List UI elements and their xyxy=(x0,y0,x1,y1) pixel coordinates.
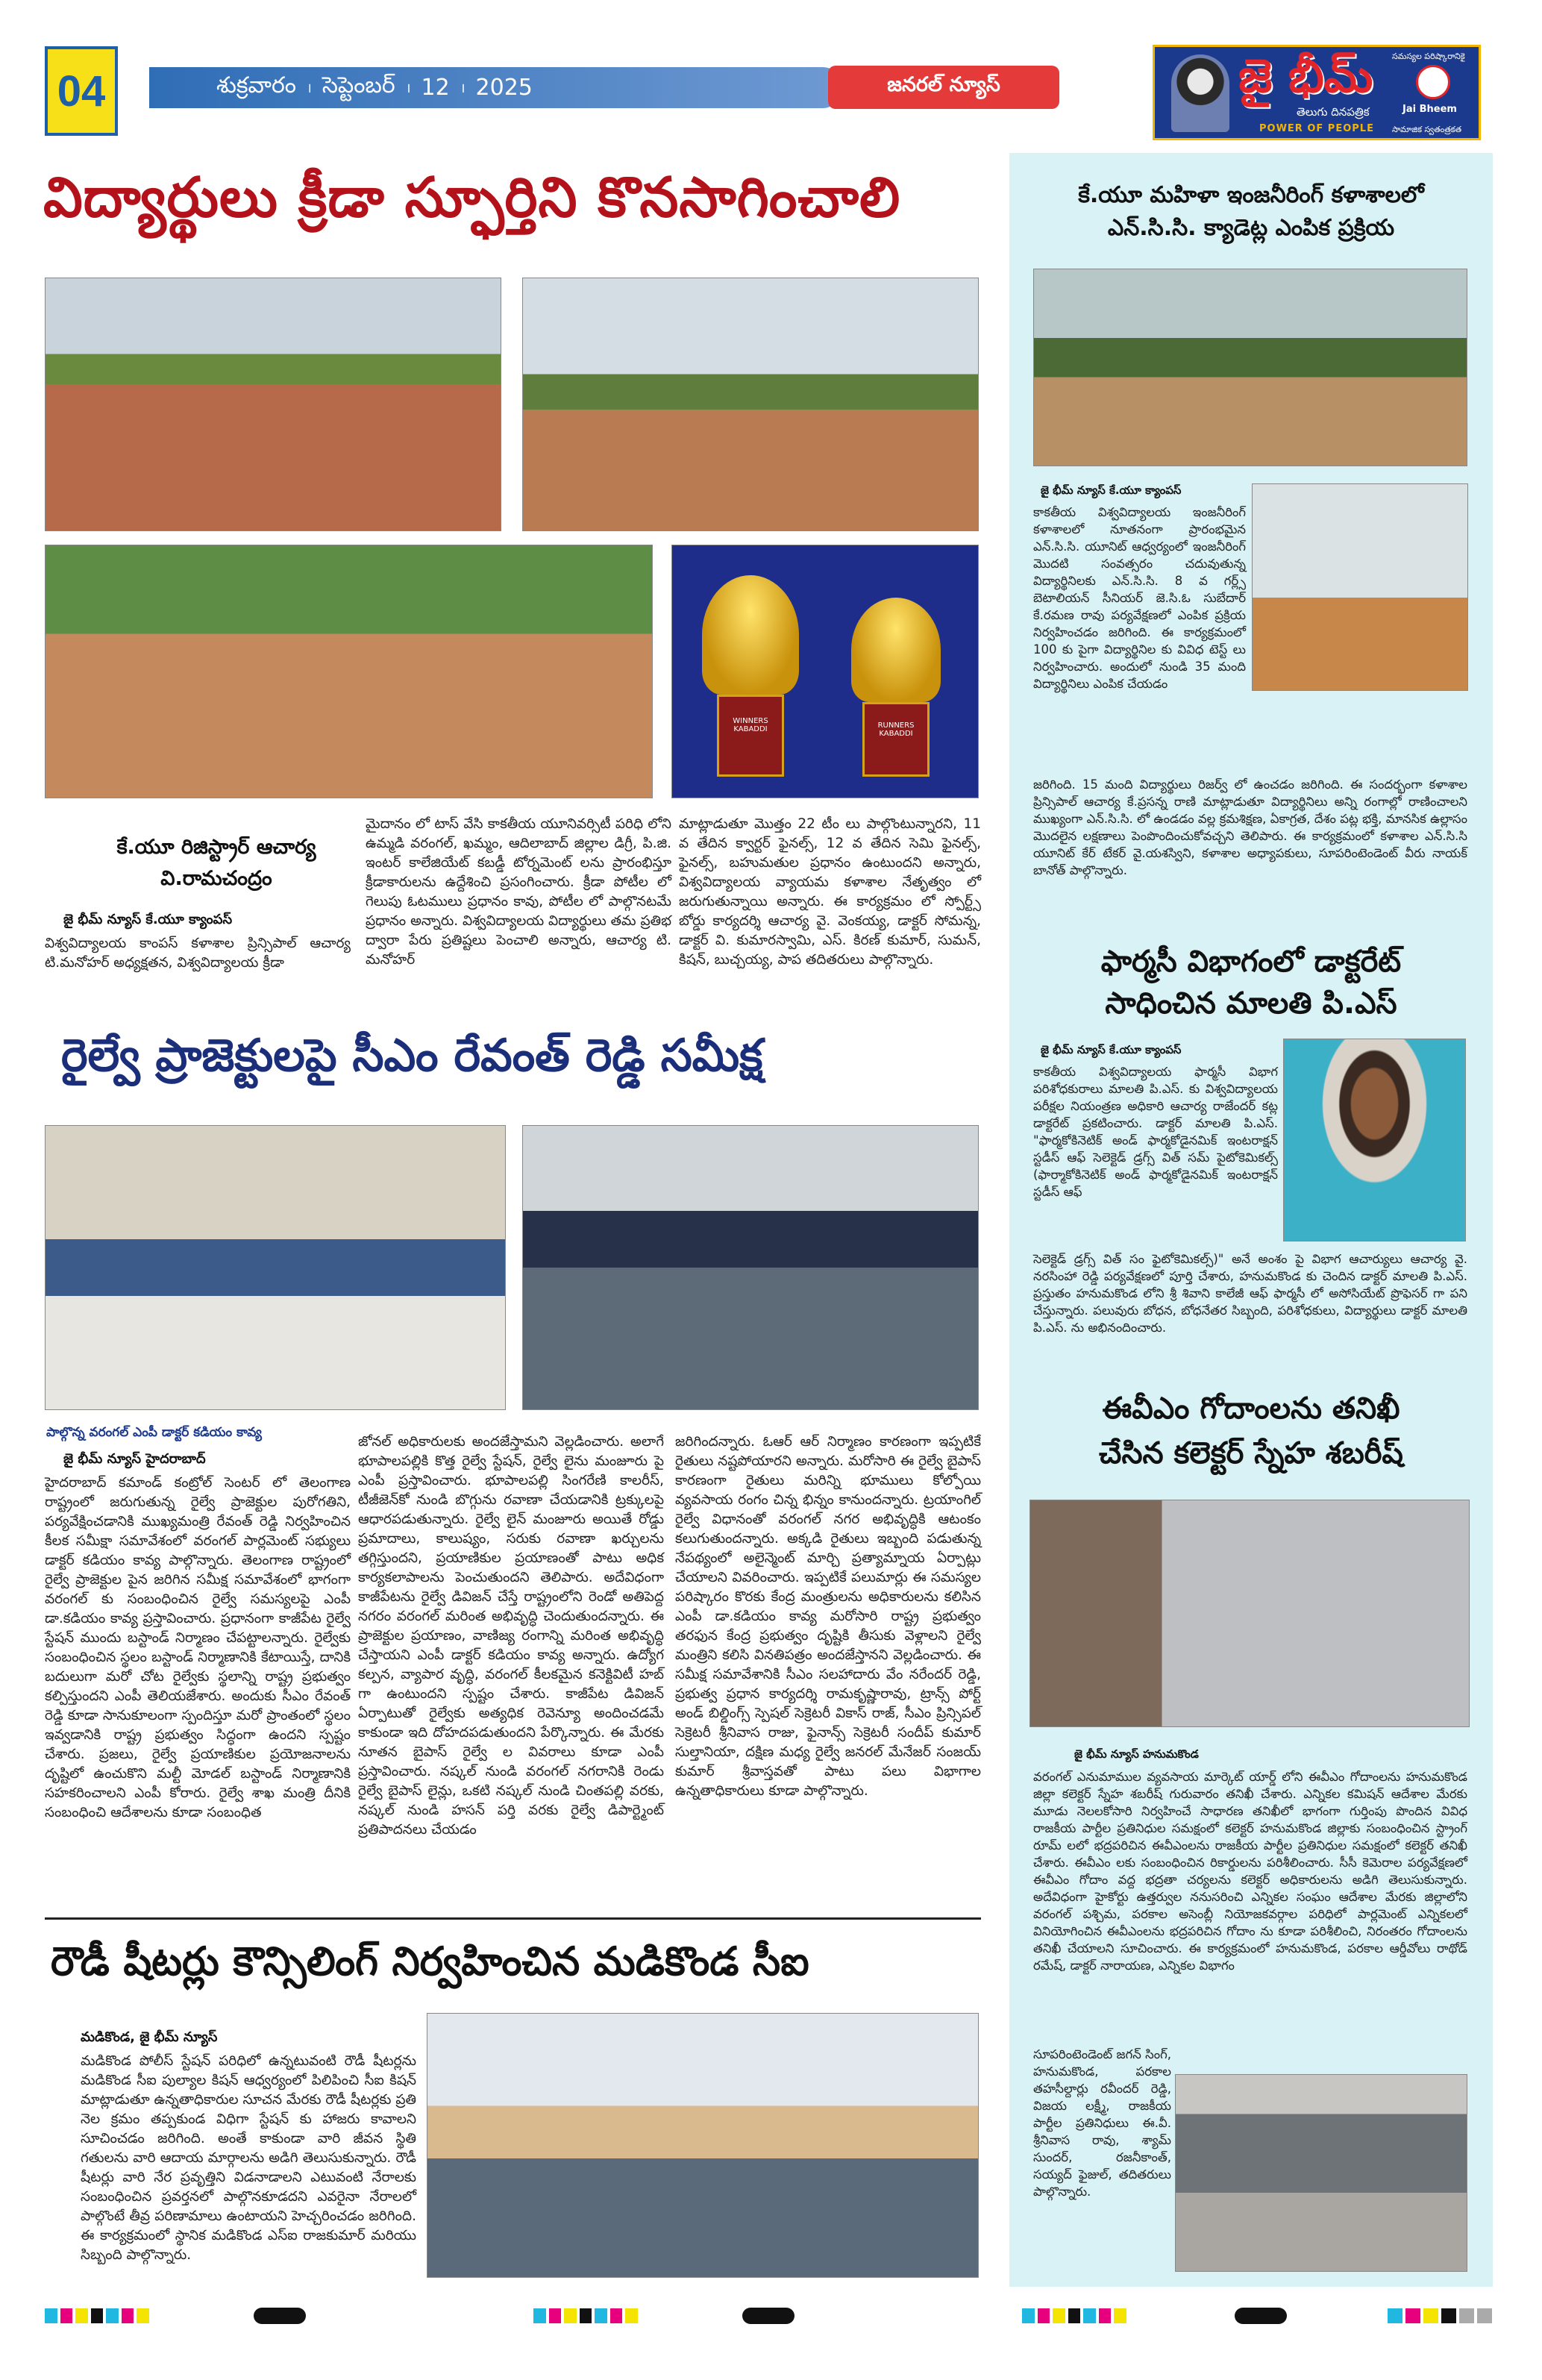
masthead-tagline: POWER OF PEOPLE xyxy=(1259,123,1374,134)
masthead-bottom-right: సామాజిక స్వతంత్రకత xyxy=(1392,125,1462,134)
page-number: 04 xyxy=(45,46,118,136)
trophy-base xyxy=(717,695,784,777)
side2-body-narrow: కాకతీయ విశ్వవిద్యాలయ ఫార్మసీ విభాగ పరిశోధకురాలు మాలతి పి.ఎస్. కు విశ్వవిద్యాలయ పరీక్షల నియంత్రణ అధికారి ఆచార్య రాజేందర్ కట్ల డాక్టరేట్ ప్రకటించారు. డాక్టర్ మాలతి పి.ఎస్. "ఫార్మకోకినెటిక్ అండ్ ఫార్మకోడైనమిక్ ఇంటరాక్షన్ స్టడీస్ ఆఫ్ సెలెక్టెడ్ డ్రగ్స్ విత్ సమ్ పైటోకెమికల్స్ (ఫార్మాకోకినెటిక్ అండ్ ఫార్మకోడైనమిక్ ఇంటరాక్షన్ స్టడీస్ ఆఫ్ xyxy=(1033,1065,1278,1199)
article1-col2: మైదానం లో టాస్ వేసి కాకతీయ యూనివర్సిటీ పరిధి లోని ఉమ్మడి వరంగల్, ఖమ్మం, ఆదిలాబాద్ జిల్లాల డిగ్రీ, పి.జి. ఇంటర్ కాలేజియేట్ కబడ్డీ టోర్నమెంట్ లను ప్రారంభిస్తూ క్రీడాకారులను ఉద్దేశించి ప్రసంగించారు. క్రీడా పోటీల లో గెలుపు ఓటములు ప్రధానం కావు, పోటీల లో పాల్గొనటమే ప్రధానం అన్నారు. విశ్వవిద్యాలయ విద్యార్థులు తమ ప్రతిభ ద్వారా పేరు ప్రతిష్టలు పెంచాలి అన్నారు, ఆచార్య టి. మనోహర్ xyxy=(366,816,671,968)
article3-body: మడికొండ పోలీస్ స్టేషన్ పరిధిలో ఉన్నటువంటి రౌడీ షీటర్లను మడికొండ సీఐ పుల్యాల కిషన్ ఆధ్వర్యంలో పిలిపించి సీఐ కిషన్ మాట్లాడుతూ ఉన్నతాధికారుల సూచన మేరకు రౌడీ షీటర్లకు ప్రతి నెల క్రమం తప్పకుండ విధిగా స్టేషన్ కు హాజరు కావాలని సూచించడం జరిగింది. అంతే కాకుండా వారి జీవన స్థితి గతులను వారి ఆదాయ మార్గాలను అడిగి తెలుసుకున్నారు. రౌడీ షీటర్లు వారి నేర ప్రవృత్తిని విడనాడాలని ఎటువంటి నేరాలకు సంబంధించిన ప్రవర్తనలో పాల్గొనకూడదని ఎవరైనా నేరాలలో పాల్గొంటే తీవ్ర పరిణామాలు ఉంటాయని హెచ్చరించడం జరిగింది. ఈ కార్యక్రమంలో స్థానిక మడికొండ ఎస్ఐ రాజకుమార్ మరియు సిబ్బంది పాల్గొన్నారు. xyxy=(81,2053,416,2263)
side1-byline: జై భీమ్ న్యూస్ కే.యూ క్యాంపస్ xyxy=(1041,483,1182,497)
trophy-base xyxy=(862,702,930,777)
photo-kabaddi-ground xyxy=(522,278,979,531)
masthead-logo xyxy=(1416,65,1450,99)
article3-byline: మడికొండ, జై భీమ్ న్యూస్ xyxy=(81,2029,218,2045)
photo-ncc-selection xyxy=(1033,269,1467,466)
side2-body-wide: సెలెక్టెడ్ డ్రగ్స్ విత్ సం ఫైటోకెమికల్స్)" అనే అంశం పై విభాగ ఆచార్యులు ఆచార్య వై. నరసింహా రెడ్డి పర్యవేక్షణలో పూర్తి చేశారు, హనుమకొండ కు చెందిన డాక్టర్ మాలతి పి.ఎస్. ప్రస్తుతం హనుమకొండ లోని శ్రీ శివాని కాలేజీ ఆఫ్ ఫార్మసీ లో అసోసియేట్ ప్రొఫెసర్ గా పని చేస్తున్నారు. పలువురు బోధన, బోధనేతర సిబ్బంది, పరిశోధకులు, విద్యార్థులు డాక్టర్ మాలతి పి.ఎస్. ను అభినందించారు. xyxy=(1033,1252,1467,1335)
section-tag: జనరల్ న్యూస్ xyxy=(828,66,1059,109)
photo-kabaddi-match xyxy=(45,545,653,798)
article1-headline: విద్యార్థులు క్రీడా స్ఫూర్తిని కొనసాగించాలి xyxy=(43,166,901,230)
photo-kabaddi-handshake xyxy=(45,278,501,531)
date-date: 12 xyxy=(421,75,450,101)
registration-marks xyxy=(1388,2308,1492,2323)
article2-col2: జోనల్ అధికారులకు అందజేస్తామని వెల్లడించారు. అలాగే భూపాలపల్లికి కొత్త రైల్వే స్టేషన్, రైల్వే లైను మంజూరు పై ఎంపీ ప్రస్తావించారు. భూపాలపల్లి సింగరేణి కాలరీస్, టీజీజెన్‌కో నుండి బొగ్గును రవాణా చేయడానికి ట్రక్కులపై ఆధారపడుతున్నారు. రైల్వే లైన్ మంజూరు అయితే రోడ్డు ప్రమాదాలు, కాలుష్యం, సరుకు రవాణా ఖర్చులను తగ్గిస్తుందని, ప్రయాణికుల ప్రయాణంతో పాటు అధిక కార్యకలాపాలను పెంచుతుందని తెలిపారు. అదేవిధంగా కాజీపేటను రైల్వే డివిజన్ చేస్తే రాష్ట్రంలోని రెండో అతిపెద్ద నగరం వరంగల్ మరింత అభివృద్ధి చెందుతుందన్నారు. ఈ ప్రాజెక్టుల ప్రయాణం, వాణిజ్య రంగాన్ని మరింత అభివృద్ధి చేస్తాయని ఎంపీ డాక్టర్ కడియం కావ్య అన్నారు. ఉద్యోగ కల్పన, వ్యాపార వృద్ధి, వరంగల్ కీలకమైన కనెక్టివిటీ హబ్ గా ఉంటుందని స్పష్టం చేశారు. కాజీపేట డివిజన్ ఏర్పాటుతో రైల్వేకు అత్యధిక రెవెన్యూ అందించడమే కాకుండా ఇది దోహదపడుతుందని పేర్కొన్నారు. ఈ మేరకు నూతన బైపాస్ రైల్వే ల వివరాలు కూడా ఎంపీ ప్రస్తావించారు. నష్కల్ నుండి వరంగల్ నగరానికి రెండు రైల్వే బైపాస్ లైన్లు, ఒకటి నష్కల్ నుండి చింతపల్లి వరకు, నష్కల్ నుండి హసన్ పర్తి వరకు రైల్వే డిపార్ట్మెంట్ ప్రతిపాదనలు చేయడం xyxy=(358,1434,664,1838)
side1-headline-line1: కే.యూ మహిళా ఇంజనీరింగ్ కళాశాలలో xyxy=(1078,182,1424,208)
photo-ncc-running xyxy=(1252,483,1468,691)
article1-subhead: కే.యూ రిజిస్ట్రార్ ఆచార్య వి.రామచంద్రం xyxy=(116,836,316,890)
article2-col1: హైదరాబాద్ కమాండ్ కంట్రోల్ సెంటర్ లో తెలంగాణ రాష్ట్రంలో జరుగుతున్న రైల్వే ప్రాజెక్టుల పురోగతిని, పర్యవేక్షించడానికి ముఖ్యమంత్రి రేవంత్ రెడ్డి నిర్వహించిన కీలక సమీక్షా సమావేశంలో వరంగల్ పార్లమెంట్ సభ్యులు డాక్టర్ కడియం కావ్య పాల్గొన్నారు. తెలంగాణ రాష్ట్రంలో రైల్వే ప్రాజెక్టుల పైన జరిగిన సమీక్ష సమావేశంలో భాగంగా వరంగల్ కు సంబంధించిన రైల్వే సమస్యలపై ఎంపీ డా.కడియం కావ్య ప్రస్తావించారు. ప్రధానంగా కాజీపేట రైల్వే స్టేషన్ ముందు బస్టాండ్ నిర్మాణం చేపట్టాలన్నారు. రైల్వేకు సంబంధించిన స్థలం బస్టాండ్ నిర్మాణానికి కేటాయిస్తే, దానికి బదులుగా మరో చోట రైల్వేకు స్థలాన్ని రాష్ట్ర ప్రభుత్వం కల్పిస్తుందని ఎంపీ తెలియజేశారు. అందుకు సీఎం రేవంత్ రెడ్డి కూడా సానుకూలంగా స్పందిస్తూ మరో ప్రాంతంలో స్థలం ఇవ్వడానికి రాష్ట్ర ప్రభుత్వం సిద్ధంగా ఉందని స్పష్టం చేశారు. ప్రజలు, రైల్వే ప్రయాణికుల ప్రయోజనాలను దృష్టిలో ఉంచుకొని మల్టీ మోడల్ బస్టాండ్ నిర్మాణానికి సహకరించాలని ఎంపీ కోరారు. రైల్వే శాఖ మంత్రి దీనికి సంబంధించి ఆదేశాలను కూడా సంబంధిత xyxy=(45,1475,351,1820)
article2-headline: రైల్వే ప్రాజెక్టులపై సీఎం రేవంత్ రెడ్డి సమీక్ష xyxy=(61,1030,763,1082)
trophy-label: WINNERS KABADDI xyxy=(733,717,768,733)
date-bar xyxy=(149,67,843,108)
divider xyxy=(45,1917,981,1920)
trophy-icon xyxy=(851,598,941,702)
date-separator: । xyxy=(306,80,312,96)
masthead-subtitle: తెలుగు దినపత్రిక xyxy=(1297,105,1370,119)
masthead xyxy=(1153,45,1481,140)
registration-marks xyxy=(45,2308,149,2323)
article2-caption: పాల్గొన్న వరంగల్ ఎంపీ డాక్టర్ కడియం కావ్య xyxy=(46,1425,262,1440)
article3-headline: రౌడీ షీటర్లు కౌన్సిలింగ్ నిర్వహించిన మడికొండ సీఐ xyxy=(51,1939,809,1985)
photo-police-counselling xyxy=(427,2013,979,2278)
date-year: 2025 xyxy=(475,75,533,101)
registration-marks xyxy=(1022,2308,1126,2323)
registration-pill xyxy=(254,2308,306,2324)
masthead-top-right: సమస్యల పరిష్కారానికై xyxy=(1392,51,1465,61)
date-month: సెప్టెంబర్ xyxy=(322,72,395,98)
date-separator: । xyxy=(460,80,466,96)
trophy-icon xyxy=(702,575,799,695)
trophy-label: RUNNERS KABADDI xyxy=(877,721,915,738)
photo-review-meeting-1 xyxy=(45,1125,506,1410)
masthead-title: జై భీమ్ xyxy=(1238,48,1373,103)
registration-pill xyxy=(742,2308,794,2324)
side3-body-narrow: సూపరింటెండెంట్ జగన్ సింగ్, హనుమకొండ, పరకాల తహసీల్దార్లు రవీందర్ రెడ్డి, విజయ లక్ష్మీ, రాజకీయ పార్టీల ప్రతినిధులు ఈ.వీ. శ్రీనివాస రావు, శ్యామ్ సుందర్, రజనీకాంత్, సయ్యద్ ఫైజుల్, తదితరులు పాల్గొన్నారు. xyxy=(1033,2047,1171,2199)
registration-pill xyxy=(1235,2308,1287,2324)
photo-evm-warehouse xyxy=(1175,2074,1467,2272)
article1-col3: మాట్లాడుతూ మొత్తం 22 టీం లు పాల్గొంటున్నారని, 11 వ తేదిన క్వార్టర్ ఫైనల్స్, 12 వ తేదిన సెమి ఫైనల్స్, ఫైనల్స్, బహుమతుల ప్రధానం ఉంటుందని అన్నారు, విశ్వవిద్యాలయ వ్యాయమ కళాశాల నేతృత్వం లో జరుగుతున్నాయి అన్నారు. ఈ కార్యక్రమం లో స్పోర్ట్స్ బోర్డు కార్యదర్శి ఆచార్య వై. వెంకయ్య, డాక్టర్ సోమన్న, డాక్టర్ వి. కుమారస్వామి, ఎస్. కిరణ్ కుమార్, సుమన్, కిషన్, బుచ్చయ్య, పాప తదితరులు పాల్గొన్నారు. xyxy=(679,816,981,968)
date-separator: । xyxy=(405,80,411,96)
photo-evm-inspection xyxy=(1029,1500,1470,1727)
date-day: శుక్రవారం xyxy=(216,72,296,98)
side3-body-wide: వరంగల్ ఎనుమాముల వ్యవసాయ మార్కెట్ యార్డ్ లోని ఈవీఎం గోదాంలను హనుమకొండ జిల్లా కలెక్టర్ స్నేహ శబరీష్ గురువారం తనిఖీ చేశారు. ఎన్నికల కమిషన్ ఆదేశాల మేరకు మూడు నెలలకోసారి నిర్వహించే సాధారణ తనిఖీలో భాగంగా గుర్తింపు పొందిన వివిధ రాజకీయ పార్టీల ప్రతినిధుల సమక్షంలో కలెక్టర్ హనుమకొండ జిల్లాకు సంబంధించిన స్ట్రాంగ్ రూమ్ లలో భద్రపరిచిన ఈవీఎంలను రాజకీయ పార్టీల ప్రతినిధుల సమక్షంలో కలెక్టర్ తనిఖీ చేశారు. ఈవీఎం లకు సంబంధించిన రికార్డులను పరిశీలించారు. సీసీ కెమెరాల పర్యవేక్షణలో ఈవీఎం గోదాం వద్ద భద్రతా చర్యలను కలెక్టర్ అధికారులను అడిగి తెలుసుకున్నారు. అదేవిధంగా హైకోర్టు ఉత్తర్వుల ననుసరించి ఎన్నికల సంఘం ఆదేశాల మేరకు జిల్లాలోని వరంగల్ పశ్చిమ, పరకాల అసెంబ్లీ నియోజకవర్గాల పరిధిలో పార్లమెంట్ ఎన్నికలలో వినియోగించిన ఈవీఎంలను భద్రపరిచిన గోదాం ను కూడా పరిశీలించి, నిరంతరం గోదాంలను తనిఖీ చేయాలని సూచించారు. ఈ కార్యక్రమంలో హనుమకొండ, పరకాల ఆర్డీవోలు రాథోడ్ రమేష్, డాక్టర్ నారాయణ, ఎన్నికల విభాగం xyxy=(1033,1770,1467,1973)
side2-headline-line1: ఫార్మసీ విభాగంలో డాక్టరేట్ xyxy=(1100,945,1402,979)
side3-headline-line1: ఈవీఎం గోదాంలను తనిఖీ xyxy=(1102,1391,1400,1426)
side1-body-wide: జరిగింది. 15 మంది విద్యార్థులు రిజర్వ్ లో ఉంచడం జరిగింది. ఈ సందర్భంగా కళాశాల ప్రిన్సిపాల్ ఆచార్య కే.ప్రసన్న రాణి మాట్లాడుతూ విద్యార్థినిలు అన్ని రంగాల్లో రాణించాలని ముఖ్యంగా ఎన్.సి.సి. లో ఉండడం వల్ల క్రమశిక్షణ, ఏకాగ్రత, దేశం పట్ల భక్తి, మానసిక ఉల్లాసం మొదలైన లక్షణాలు పెంపొందించుకోవచ్చని తెలిపారు. ఈ కార్యక్రమంలో కళాశాల ఎన్.సి.సి యూనిట్ కేర్ టేకర్ వై.యశస్విని, కళాశాల అధ్యాపకులు, సూపరింటెండెంట్ వీరు నాయక్ బానోత్ పాల్గొన్నారు. xyxy=(1033,777,1467,877)
photo-review-meeting-2 xyxy=(522,1125,979,1410)
side3-byline: జై భీమ్ న్యూస్ హనుమకొండ xyxy=(1074,1747,1199,1761)
side2-byline: జై భీమ్ న్యూస్ కే.యూ క్యాంపస్ xyxy=(1041,1043,1182,1056)
registration-marks xyxy=(533,2308,638,2323)
side3-headline-line2: చేసిన కలెక్టర్ స్నేహ శబరీష్ xyxy=(1099,1436,1403,1471)
article1-col1: విశ్వవిద్యాలయ కాంపస్ కళాశాల ప్రిన్సిపాల్ ఆచార్య టి.మనోహర్ అధ్యక్షతన, విశ్వవిద్యాలయ క్రీడా xyxy=(45,936,351,971)
portrait-image xyxy=(1171,54,1229,132)
side1-headline-line2: ఎన్.సి.సి. క్యాడెట్ల ఎంపిక ప్రక్రియ xyxy=(1107,215,1395,241)
photo-malathi xyxy=(1283,1039,1466,1241)
article1-byline: జై భీమ్ న్యూస్ కే.యూ క్యాంపస్ xyxy=(63,912,233,927)
article2-col3: జరిగిందన్నారు. ఓఆర్ ఆర్ నిర్మాణం కారణంగా ఇప్పటికే రైతులు నష్టపోయారని అన్నారు. మరోసారి ఈ రైల్వే బైపాస్ కారణంగా రైతులు మరిన్ని భూములు కోల్పోయి వ్యవసాయ రంగం చిన్న భిన్నం కానుందన్నారు. ట్రయాంగిల్ రైల్వే విధానంతో వరంగల్ నగర అభివృద్ధికి ఆటంకం కలుగుతుందన్నారు. అక్కడి రైతులు ఇబ్బంది పడుతున్న నేపథ్యంలో అలైన్మెంట్ మార్చి ప్రత్యామ్నాయ ఏర్పాట్లు చేయాలని వివరించారు. ఇప్పటికే పలుమార్లు ఈ సమస్యల పరిష్కారం కొరకు కేంద్ర మంత్రులను అధికారులను కలిసిన ఎంపీ డా.కడియం కావ్య మరోసారి రాష్ట్ర ప్రభుత్వం తరఫున కేంద్ర ప్రభుత్వం దృష్టికి తీసుకు వెళ్లాలని రైల్వే మంత్రిని కలిసి వినతిపత్రం అందజేస్తానని వెల్లడించారు. ఈ సమీక్ష సమావేశానికి సీఎం సలహాదారు వేం నరేందర్ రెడ్డి, ప్రభుత్వ ప్రధాన కార్యదర్శి రామకృష్ణారావు, ట్రాన్స్ పోర్ట్ అండ్ బిల్డింగ్స్ స్పెషల్ సెక్రెటరీ వికాస్ రాజ్, సీఎం ప్రిన్సిపల్ సెక్రెటరీ శ్రీనివాస రాజు, ఫైనాన్స్ సెక్రెటరీ సందీప్ కుమార్ సుల్తానియా, దక్షిణ మధ్య రైల్వే జనరల్ మేనేజర్ సంజయ్ కుమార్ శ్రీవాస్తవతో పాటు పలు విభాగాల ఉన్నతాధికారులు కూడా పాల్గొన్నారు. xyxy=(675,1434,981,1799)
side1-body-narrow: కాకతీయ విశ్వవిద్యాలయ ఇంజనీరింగ్ కళాశాలలో నూతనంగా ప్రారంభమైన ఎన్.సి.సి. యూనిట్ ఆధ్వర్యంలో ఇంజనీరింగ్ మొదటి సంవత్సరం చదువుతున్న విద్యార్థినిలకు ఎన్.సి.సి. 8 వ గర్ల్స్ బెటాలియన్ సీనియర్ జె.సి.ఓ సుబేదార్ కే.రమణ రావు పర్యవేక్షణలో ఎంపిక ప్రక్రియ నిర్వహించడం జరిగింది. ఈ కార్యక్రమంలో 100 కు పైగా విద్యార్థినిల కు వివిధ టెస్ట్ లు నిర్వహించారు. అందులో నుండి 35 మంది విద్యార్థినిలు ఎంపిక చేయడం xyxy=(1033,505,1246,691)
masthead-logo-text: Jai Bheem xyxy=(1402,104,1457,115)
article2-byline: జై భీమ్ న్యూస్ హైదరాబాద్ xyxy=(63,1451,206,1467)
side2-headline-line2: సాధించిన మాలతి పి.ఎస్ xyxy=(1105,986,1397,1021)
photo-trophies xyxy=(671,545,979,798)
